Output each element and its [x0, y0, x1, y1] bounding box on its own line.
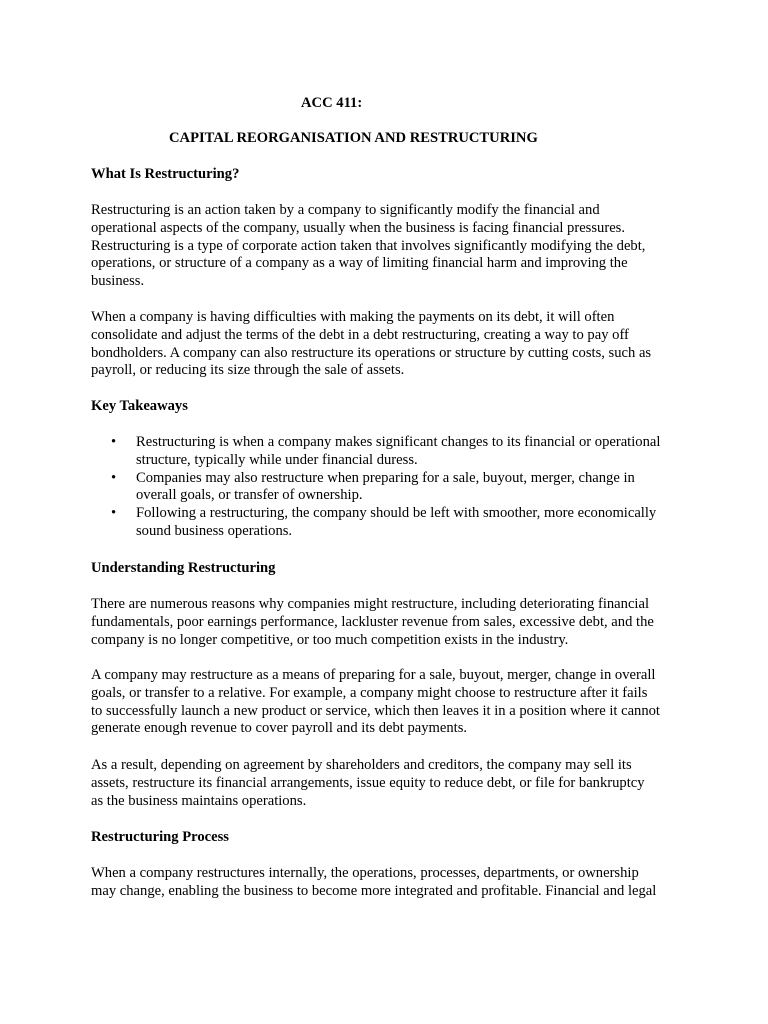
text-line: may change, enabling the business to become more integrated and profitable. Financial and legal: [91, 882, 657, 899]
section-heading-key-takeaways: Key Takeaways: [91, 398, 188, 414]
text-line: Restructuring is when a company makes significant changes to its financial or operational: [136, 434, 661, 450]
bullet-icon: •: [111, 434, 117, 450]
text-line: Restructuring is a type of corporate action taken that involves significantly modifying the debt,: [91, 237, 646, 254]
list-item: [91, 434, 691, 470]
text-line: payroll, or reducing its size through the sale of assets.: [91, 362, 405, 379]
paragraph-understanding-3: [91, 757, 687, 810]
section-heading-process: Restructuring Process: [91, 829, 229, 845]
paragraph-process-1: [91, 865, 687, 901]
text-line: as the business maintains operations.: [91, 792, 307, 809]
text-line: bondholders. A company can also restructure its operations or structure by cutting costs, such as: [91, 344, 652, 361]
bullet-icon: •: [111, 505, 117, 522]
document-title: CAPITAL REORGANISATION AND RESTRUCTURING: [169, 130, 538, 146]
text-line: There are numerous reasons why companies might restructure, including deteriorating financial: [91, 596, 650, 612]
text-line: generate enough revenue to cover payroll and its debt payments.: [91, 720, 468, 737]
text-line: fundamentals, poor earnings performance, lackluster revenue from sales, excessive debt, and the: [91, 613, 654, 630]
text-line: overall goals, or transfer of ownership.: [136, 487, 363, 504]
text-line: Restructuring is an action taken by a company to significantly modify the financial and: [91, 202, 600, 218]
text-line: When a company is having difficulties with making the payments on its debt, it will often: [91, 309, 615, 325]
text-line: business.: [91, 273, 145, 290]
course-code: ACC 411:: [301, 95, 363, 111]
text-line: As a result, depending on agreement by shareholders and creditors, the company may sell its: [91, 757, 632, 773]
text-line: to successfully launch a new product or service, which then leaves it in a position where it cannot: [91, 702, 660, 719]
text-line: goals, or transfer to a relative. For example, a company might choose to restructure after it fails: [91, 684, 648, 701]
list-item: [91, 505, 691, 541]
text-line: operations, or structure of a company as a way of limiting financial harm and improving the: [91, 255, 628, 272]
text-line: Companies may also restructure when preparing for a sale, buyout, merger, change in: [136, 469, 635, 486]
paragraph-what-is-1: [91, 202, 687, 291]
key-takeaways-list: [91, 434, 691, 541]
text-line: operational aspects of the company, usually when the business is facing financial pressures.: [91, 219, 626, 236]
paragraph-what-is-2: [91, 309, 687, 380]
list-item: [91, 470, 691, 506]
paragraph-understanding-2: [91, 667, 687, 738]
text-line: Following a restructuring, the company should be left with smoother, more economically: [136, 505, 657, 522]
text-line: structure, typically while under financial duress.: [136, 451, 418, 468]
text-line: When a company restructures internally, the operations, processes, departments, or ownership: [91, 865, 639, 881]
section-heading-what-is: What Is Restructuring?: [91, 166, 240, 182]
bullet-icon: •: [111, 469, 117, 486]
text-line: assets, restructure its financial arrangements, issue equity to reduce debt, or file for bankruptcy: [91, 774, 645, 791]
text-line: A company may restructure as a means of preparing for a sale, buyout, merger, change in overall: [91, 667, 656, 683]
text-line: consolidate and adjust the terms of the debt in a debt restructuring, creating a way to pay off: [91, 326, 629, 343]
paragraph-understanding-1: [91, 596, 687, 649]
text-line: sound business operations.: [136, 522, 293, 539]
section-heading-understanding: Understanding Restructuring: [91, 560, 276, 576]
text-line: company is no longer competitive, or too much competition exists in the industry.: [91, 631, 569, 648]
